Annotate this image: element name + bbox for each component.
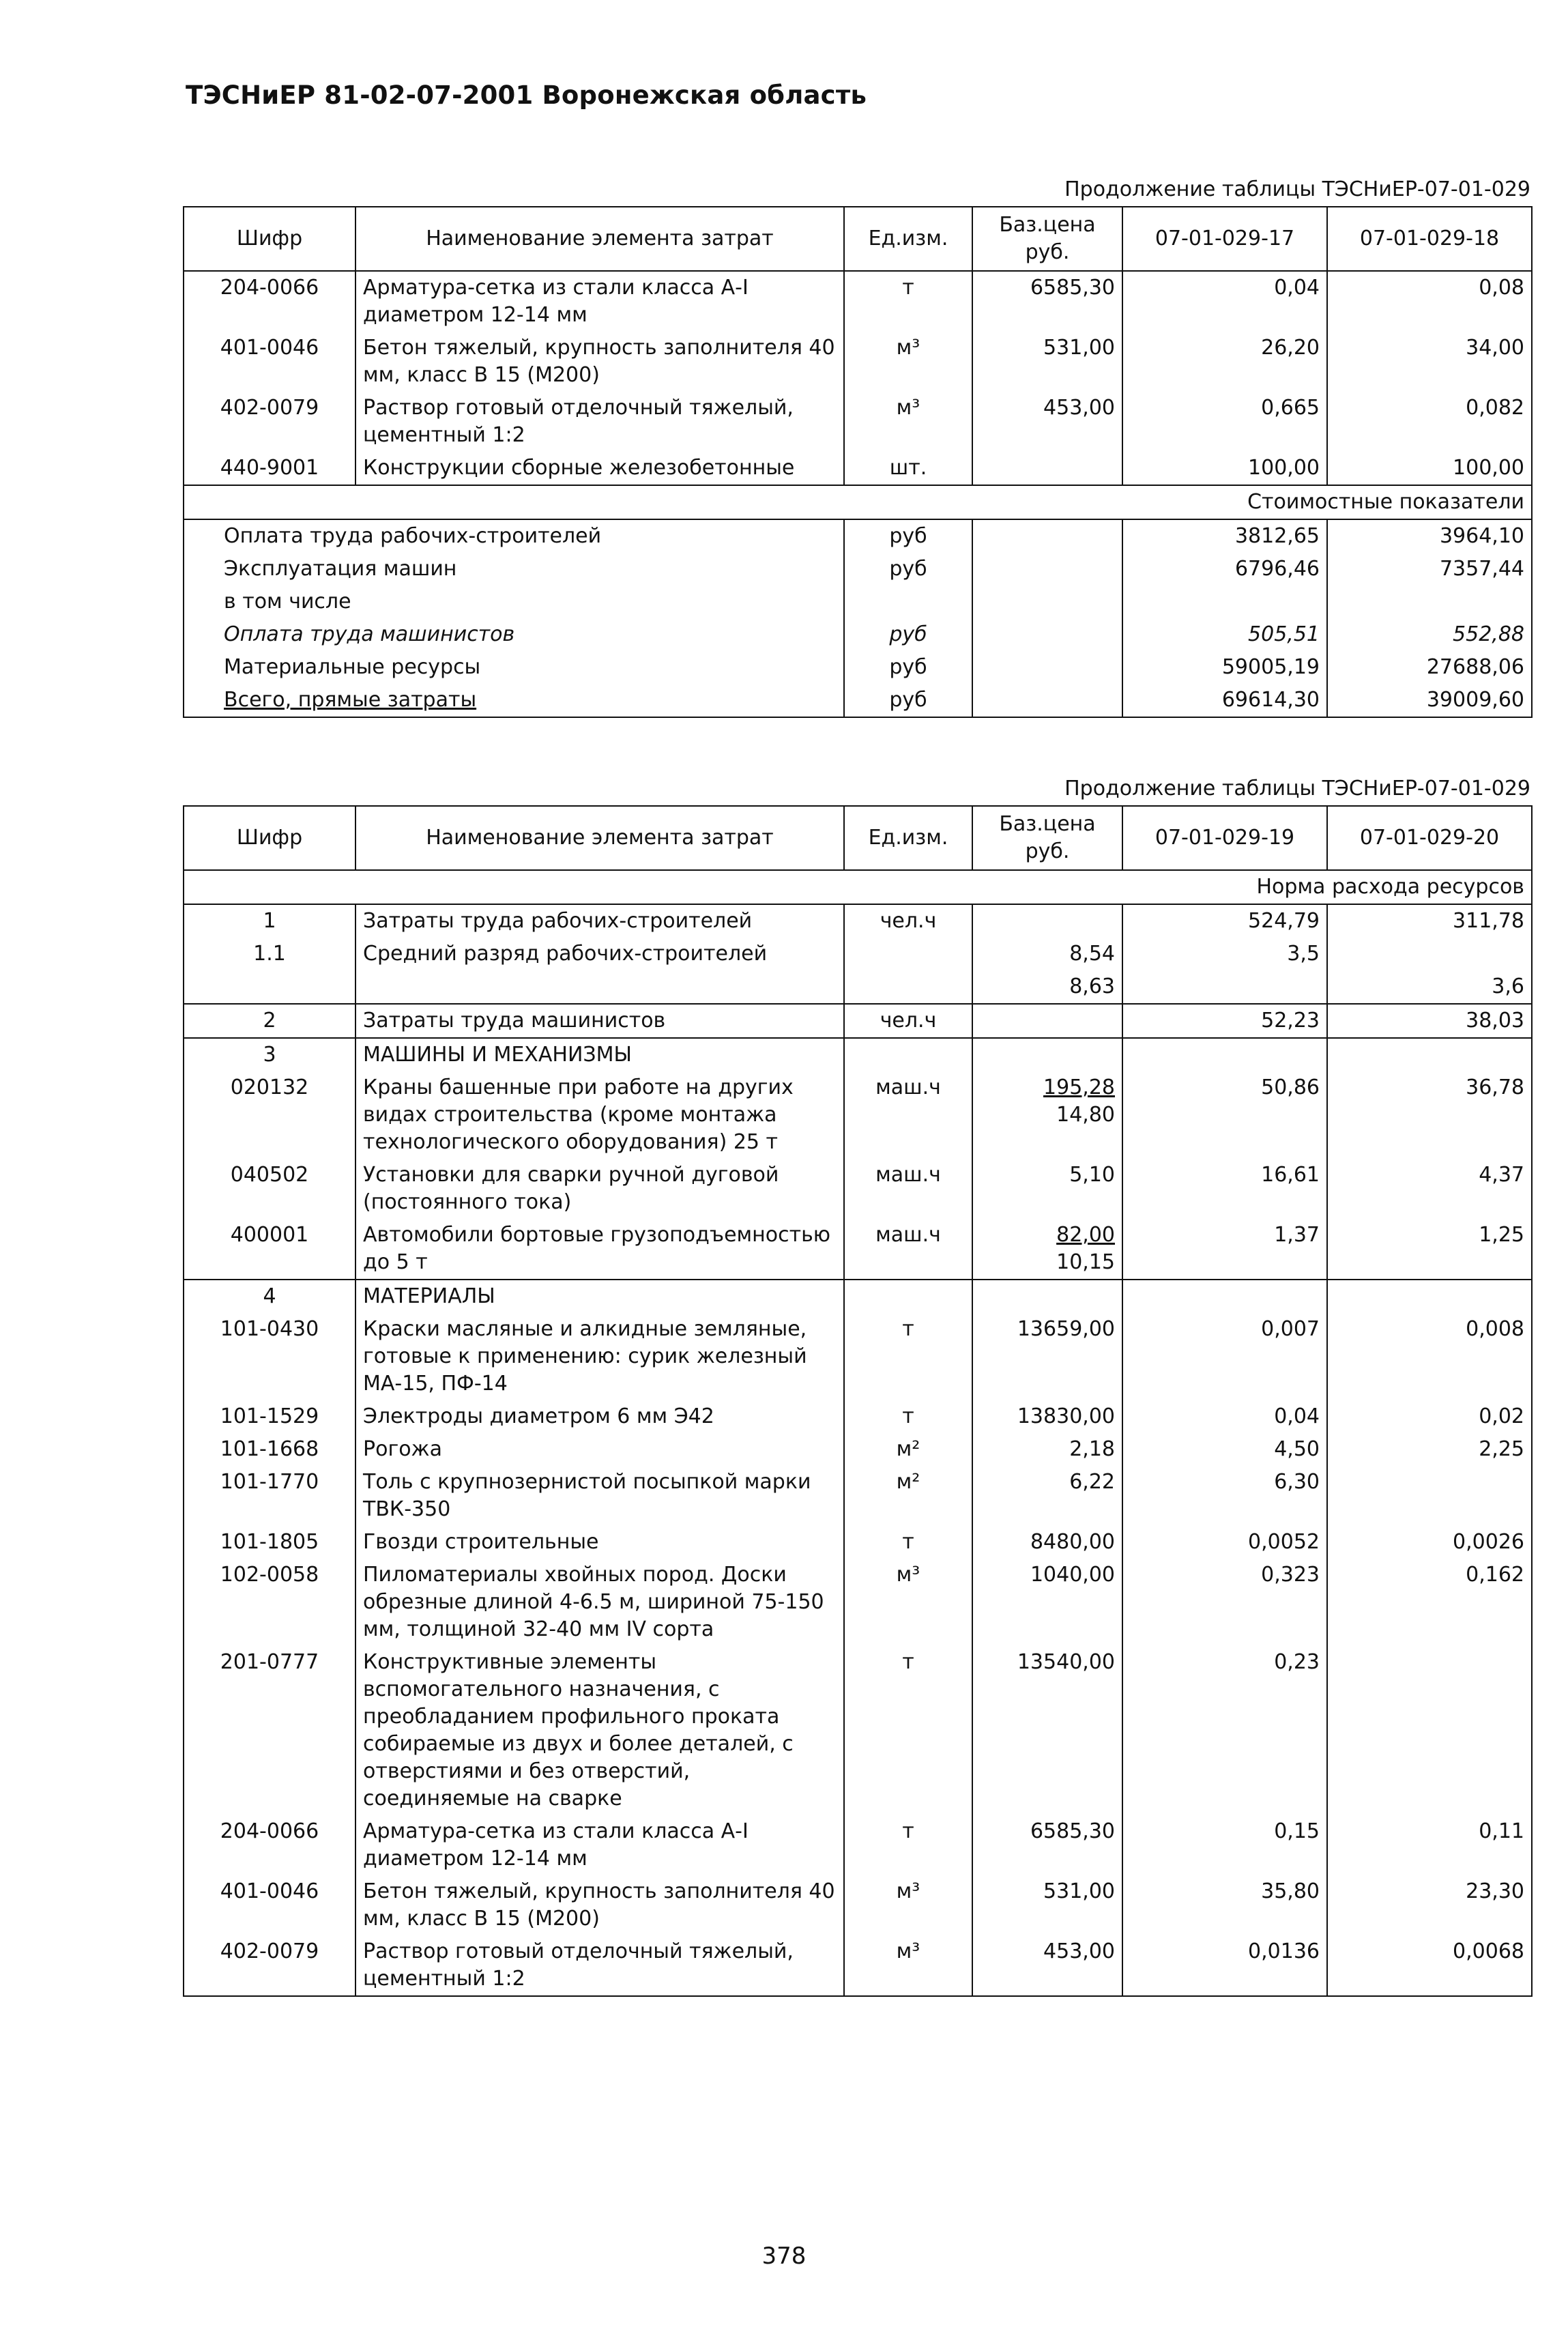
row-unit: чел.ч bbox=[844, 904, 972, 938]
row-value-2: 100,00 bbox=[1327, 452, 1532, 485]
row-value-2: 23,30 bbox=[1327, 1875, 1532, 1935]
summary-value-1: 69614,30 bbox=[1122, 684, 1327, 717]
row-price-primary: 82,00 bbox=[1056, 1223, 1115, 1247]
row-name: Затраты труда рабочих-строителей bbox=[355, 904, 844, 938]
row-value-1: 0,665 bbox=[1122, 392, 1327, 452]
summary-value-2: 27688,06 bbox=[1327, 651, 1532, 684]
row-value-2: 1,25 bbox=[1327, 1219, 1532, 1280]
row-price-primary: 13540,00 bbox=[1017, 1650, 1115, 1674]
table-row bbox=[184, 1559, 1532, 1646]
row-value-2: 2,25 bbox=[1327, 1433, 1532, 1466]
row-price-primary: 531,00 bbox=[1043, 1879, 1115, 1903]
row-unit: м³ bbox=[844, 1935, 972, 1996]
col-v2-header: 07-01-029-20 bbox=[1327, 806, 1532, 870]
row-name: Конструкции сборные железобетонные bbox=[355, 452, 844, 485]
row-price bbox=[972, 1004, 1122, 1038]
row-unit: т bbox=[844, 1815, 972, 1875]
row-value-1: 4,50 bbox=[1122, 1433, 1327, 1466]
row-value-2: 0,02 bbox=[1327, 1400, 1532, 1433]
row-value-2: 34,00 bbox=[1327, 332, 1532, 392]
row-price: 531,00 bbox=[972, 332, 1122, 392]
row-value-2: 0,0026 bbox=[1327, 1526, 1532, 1559]
table-row bbox=[184, 970, 1532, 1004]
row-price-primary: 6,22 bbox=[1069, 1470, 1115, 1494]
page-title: ТЭСНиЕР 81-02-07-2001 Воронежская область bbox=[186, 81, 867, 110]
row-name: Бетон тяжелый, крупность заполнителя 40 мм, класс В 15 (М200) bbox=[355, 1875, 844, 1935]
summary-value-1: 3812,65 bbox=[1122, 519, 1327, 553]
summary-price bbox=[972, 553, 1122, 586]
row-unit bbox=[844, 970, 972, 1004]
col-code-header: Шифр bbox=[184, 207, 355, 271]
row-value-2: 36,78 bbox=[1327, 1071, 1532, 1159]
row-value-1: 0,0136 bbox=[1122, 1935, 1327, 1996]
row-value-2: 4,37 bbox=[1327, 1159, 1532, 1219]
table-row bbox=[184, 332, 1532, 392]
summary-price bbox=[972, 684, 1122, 717]
row-price-primary: 6585,30 bbox=[1030, 1819, 1115, 1843]
table2 bbox=[183, 805, 1533, 1997]
summary-unit: руб bbox=[844, 618, 972, 651]
summary-row bbox=[184, 651, 1532, 684]
table-row bbox=[184, 452, 1532, 485]
row-price bbox=[972, 904, 1122, 938]
row-unit: м³ bbox=[844, 332, 972, 392]
row-value-1 bbox=[1122, 1280, 1327, 1313]
col-v2-header: 07-01-029-18 bbox=[1327, 207, 1532, 271]
page-number: 378 bbox=[761, 2242, 807, 2270]
row-price: 453,00 bbox=[972, 392, 1122, 452]
col-name-header: Наименование элемента затрат bbox=[355, 207, 844, 271]
summary-row bbox=[184, 586, 1532, 618]
row-price bbox=[972, 1875, 1122, 1935]
row-value-1: 6,30 bbox=[1122, 1466, 1327, 1526]
table-row bbox=[184, 1004, 1532, 1038]
row-price-primary: 13659,00 bbox=[1017, 1317, 1115, 1341]
row-name: Конструктивные элементы вспомогательного назначения, с преобладанием профильного проката собираемые из двух и более деталей, с отверстиями и без отверстий, соединяемые на сварке bbox=[355, 1646, 844, 1815]
summary-name: Оплата труда рабочих-строителей bbox=[184, 519, 844, 553]
row-value-1: 1,37 bbox=[1122, 1219, 1327, 1280]
row-code: 204-0066 bbox=[184, 1815, 355, 1875]
table2-header-row bbox=[184, 806, 1532, 870]
row-price bbox=[972, 1526, 1122, 1559]
row-price bbox=[972, 938, 1122, 970]
row-value-2: 0,08 bbox=[1327, 271, 1532, 332]
col-code-header: Шифр bbox=[184, 806, 355, 870]
row-price bbox=[972, 1038, 1122, 1071]
summary-row bbox=[184, 618, 1532, 651]
row-price-primary: 1040,00 bbox=[1030, 1563, 1115, 1587]
summary-value-2: 7357,44 bbox=[1327, 553, 1532, 586]
row-value-1: 0,04 bbox=[1122, 271, 1327, 332]
table-row bbox=[184, 1466, 1532, 1526]
row-name: Арматура-сетка из стали класса А-I диаметром 12-14 мм bbox=[355, 1815, 844, 1875]
row-price bbox=[972, 1815, 1122, 1875]
table-row bbox=[184, 271, 1532, 332]
row-name: Бетон тяжелый, крупность заполнителя 40 мм, класс В 15 (М200) bbox=[355, 332, 844, 392]
table-row bbox=[184, 938, 1532, 970]
table-row bbox=[184, 904, 1532, 938]
summary-row bbox=[184, 553, 1532, 586]
row-unit: м² bbox=[844, 1466, 972, 1526]
summary-name: в том числе bbox=[184, 586, 844, 618]
row-unit: м³ bbox=[844, 1875, 972, 1935]
summary-name: Всего, прямые затраты bbox=[184, 684, 844, 717]
row-unit: шт. bbox=[844, 452, 972, 485]
row-price-secondary: 10,15 bbox=[1056, 1250, 1115, 1274]
row-code: 101-1529 bbox=[184, 1400, 355, 1433]
section-header-row bbox=[184, 485, 1532, 519]
table-row bbox=[184, 1646, 1532, 1815]
row-price bbox=[972, 1466, 1122, 1526]
row-name: Установки для сварки ручной дуговой (постоянного тока) bbox=[355, 1159, 844, 1219]
row-name: Затраты труда машинистов bbox=[355, 1004, 844, 1038]
summary-value-2 bbox=[1327, 586, 1532, 618]
row-unit: м³ bbox=[844, 1559, 972, 1646]
row-value-2: 3,6 bbox=[1327, 970, 1532, 1004]
row-name: МАТЕРИАЛЫ bbox=[355, 1280, 844, 1313]
row-name: МАШИНЫ И МЕХАНИЗМЫ bbox=[355, 1038, 844, 1071]
col-price-header: Баз.цена руб. bbox=[972, 207, 1122, 271]
table-row bbox=[184, 1219, 1532, 1280]
summary-value-2: 39009,60 bbox=[1327, 684, 1532, 717]
row-name: Средний разряд рабочих-строителей bbox=[355, 938, 844, 970]
row-code: 101-0430 bbox=[184, 1313, 355, 1400]
row-name bbox=[355, 970, 844, 1004]
row-unit: т bbox=[844, 1400, 972, 1433]
row-price bbox=[972, 1433, 1122, 1466]
row-unit: т bbox=[844, 1526, 972, 1559]
row-price bbox=[972, 1935, 1122, 1996]
row-price-primary: 8,63 bbox=[1069, 975, 1115, 998]
row-price bbox=[972, 1313, 1122, 1400]
summary-name: Эксплуатация машин bbox=[184, 553, 844, 586]
row-code: 040502 bbox=[184, 1159, 355, 1219]
col-unit-header: Ед.изм. bbox=[844, 806, 972, 870]
row-price bbox=[972, 1219, 1122, 1280]
row-code: 020132 bbox=[184, 1071, 355, 1159]
row-name: Раствор готовый отделочный тяжелый, цементный 1:2 bbox=[355, 1935, 844, 1996]
row-value-2: 0,0068 bbox=[1327, 1935, 1532, 1996]
row-value-1: 0,323 bbox=[1122, 1559, 1327, 1646]
table2-continuation-label: Продолжение таблицы ТЭСНиЕР-07-01-029 bbox=[1064, 777, 1530, 800]
summary-value-2: 552,88 bbox=[1327, 618, 1532, 651]
row-value-1: 26,20 bbox=[1122, 332, 1327, 392]
summary-price bbox=[972, 618, 1122, 651]
table1-continuation-label: Продолжение таблицы ТЭСНиЕР-07-01-029 bbox=[1064, 177, 1530, 201]
summary-name: Материальные ресурсы bbox=[184, 651, 844, 684]
row-unit: м³ bbox=[844, 392, 972, 452]
table-row bbox=[184, 1313, 1532, 1400]
row-value-2 bbox=[1327, 1646, 1532, 1815]
table1-header-row bbox=[184, 207, 1532, 271]
row-unit: м² bbox=[844, 1433, 972, 1466]
col-v1-header: 07-01-029-17 bbox=[1122, 207, 1327, 271]
row-value-2: 0,162 bbox=[1327, 1559, 1532, 1646]
row-value-1 bbox=[1122, 1038, 1327, 1071]
row-value-2: 0,082 bbox=[1327, 392, 1532, 452]
row-unit: маш.ч bbox=[844, 1219, 972, 1280]
row-price bbox=[972, 1646, 1122, 1815]
col-v1-header: 07-01-029-19 bbox=[1122, 806, 1327, 870]
row-price bbox=[972, 1071, 1122, 1159]
row-code: 102-0058 bbox=[184, 1559, 355, 1646]
row-code: 402-0079 bbox=[184, 392, 355, 452]
row-name: Гвозди строительные bbox=[355, 1526, 844, 1559]
row-value-1: 3,5 bbox=[1122, 938, 1327, 970]
row-code: 201-0777 bbox=[184, 1646, 355, 1815]
row-value-2 bbox=[1327, 1038, 1532, 1071]
row-code: 2 bbox=[184, 1004, 355, 1038]
row-name: Пиломатериалы хвойных пород. Доски обрезные длиной 4-6.5 м, шириной 75-150 мм, толщиной 32-40 мм IV сорта bbox=[355, 1559, 844, 1646]
row-value-2: 38,03 bbox=[1327, 1004, 1532, 1038]
row-price bbox=[972, 1400, 1122, 1433]
section-label: Стоимостные показатели bbox=[184, 485, 1532, 519]
table-row bbox=[184, 1526, 1532, 1559]
row-code: 101-1668 bbox=[184, 1433, 355, 1466]
section-label: Норма расхода ресурсов bbox=[184, 870, 1532, 904]
row-code: 4 bbox=[184, 1280, 355, 1313]
row-name: Арматура-сетка из стали класса А-I диаметром 12-14 мм bbox=[355, 271, 844, 332]
row-code: 400001 bbox=[184, 1219, 355, 1280]
row-price bbox=[972, 1159, 1122, 1219]
row-price bbox=[972, 1559, 1122, 1646]
row-unit: т bbox=[844, 271, 972, 332]
row-value-1: 50,86 bbox=[1122, 1071, 1327, 1159]
row-price: 6585,30 bbox=[972, 271, 1122, 332]
row-code: 440-9001 bbox=[184, 452, 355, 485]
row-code: 402-0079 bbox=[184, 1935, 355, 1996]
row-unit bbox=[844, 1280, 972, 1313]
row-unit: т bbox=[844, 1646, 972, 1815]
row-code: 204-0066 bbox=[184, 271, 355, 332]
summary-value-1 bbox=[1122, 586, 1327, 618]
row-value-1: 524,79 bbox=[1122, 904, 1327, 938]
row-value-2 bbox=[1327, 1280, 1532, 1313]
row-value-2 bbox=[1327, 1466, 1532, 1526]
row-name: Толь с крупнозернистой посыпкой марки ТВК-350 bbox=[355, 1466, 844, 1526]
table-row bbox=[184, 1280, 1532, 1313]
row-name: Автомобили бортовые грузоподъемностью до 5 т bbox=[355, 1219, 844, 1280]
table-row bbox=[184, 1071, 1532, 1159]
col-price-header: Баз.цена руб. bbox=[972, 806, 1122, 870]
row-value-2: 0,008 bbox=[1327, 1313, 1532, 1400]
row-price-primary: 13830,00 bbox=[1017, 1404, 1115, 1428]
summary-unit bbox=[844, 586, 972, 618]
row-price-primary: 195,28 bbox=[1043, 1076, 1115, 1099]
section-header-row bbox=[184, 870, 1532, 904]
table-row bbox=[184, 1159, 1532, 1219]
summary-name: Оплата труда машинистов bbox=[184, 618, 844, 651]
row-unit: маш.ч bbox=[844, 1159, 972, 1219]
summary-value-1: 505,51 bbox=[1122, 618, 1327, 651]
row-value-1: 100,00 bbox=[1122, 452, 1327, 485]
row-name: Электроды диаметром 6 мм Э42 bbox=[355, 1400, 844, 1433]
row-price bbox=[972, 452, 1122, 485]
summary-row bbox=[184, 519, 1532, 553]
summary-value-1: 6796,46 bbox=[1122, 553, 1327, 586]
row-value-1: 0,15 bbox=[1122, 1815, 1327, 1875]
summary-price bbox=[972, 586, 1122, 618]
row-value-2 bbox=[1327, 938, 1532, 970]
row-value-1: 52,23 bbox=[1122, 1004, 1327, 1038]
table-row bbox=[184, 1815, 1532, 1875]
row-price-primary: 453,00 bbox=[1043, 1939, 1115, 1963]
row-value-1: 0,0052 bbox=[1122, 1526, 1327, 1559]
row-code bbox=[184, 970, 355, 1004]
summary-unit: руб bbox=[844, 684, 972, 717]
col-unit-header: Ед.изм. bbox=[844, 207, 972, 271]
row-value-1: 0,23 bbox=[1122, 1646, 1327, 1815]
row-value-2: 311,78 bbox=[1327, 904, 1532, 938]
row-value-1: 0,04 bbox=[1122, 1400, 1327, 1433]
row-price-primary: 8480,00 bbox=[1030, 1530, 1115, 1554]
row-value-1: 16,61 bbox=[1122, 1159, 1327, 1219]
summary-price bbox=[972, 651, 1122, 684]
table-row bbox=[184, 1038, 1532, 1071]
table-row bbox=[184, 1935, 1532, 1996]
summary-row bbox=[184, 684, 1532, 717]
table-row bbox=[184, 1433, 1532, 1466]
row-value-1: 35,80 bbox=[1122, 1875, 1327, 1935]
row-unit bbox=[844, 1038, 972, 1071]
row-name: Рогожа bbox=[355, 1433, 844, 1466]
row-code: 1 bbox=[184, 904, 355, 938]
row-code: 401-0046 bbox=[184, 332, 355, 392]
summary-unit: руб bbox=[844, 519, 972, 553]
row-price-primary: 8,54 bbox=[1069, 942, 1115, 966]
table-row bbox=[184, 1875, 1532, 1935]
row-price-primary: 2,18 bbox=[1069, 1437, 1115, 1461]
summary-unit: руб bbox=[844, 553, 972, 586]
row-unit: чел.ч bbox=[844, 1004, 972, 1038]
row-code: 101-1770 bbox=[184, 1466, 355, 1526]
row-value-1 bbox=[1122, 970, 1327, 1004]
summary-unit: руб bbox=[844, 651, 972, 684]
row-price bbox=[972, 970, 1122, 1004]
col-name-header: Наименование элемента затрат bbox=[355, 806, 844, 870]
row-unit: т bbox=[844, 1313, 972, 1400]
row-code: 3 bbox=[184, 1038, 355, 1071]
row-price-secondary: 14,80 bbox=[1056, 1103, 1115, 1127]
row-value-2: 0,11 bbox=[1327, 1815, 1532, 1875]
row-name: Краски масляные и алкидные земляные, готовые к применению: сурик железный МА-15, ПФ-14 bbox=[355, 1313, 844, 1400]
row-price bbox=[972, 1280, 1122, 1313]
table1 bbox=[183, 206, 1533, 718]
summary-price bbox=[972, 519, 1122, 553]
summary-value-1: 59005,19 bbox=[1122, 651, 1327, 684]
row-name: Краны башенные при работе на других видах строительства (кроме монтажа технологического оборудования) 25 т bbox=[355, 1071, 844, 1159]
row-price-primary: 5,10 bbox=[1069, 1163, 1115, 1187]
row-value-1: 0,007 bbox=[1122, 1313, 1327, 1400]
table-row bbox=[184, 392, 1532, 452]
row-unit bbox=[844, 938, 972, 970]
summary-value-2: 3964,10 bbox=[1327, 519, 1532, 553]
row-code: 101-1805 bbox=[184, 1526, 355, 1559]
row-code: 401-0046 bbox=[184, 1875, 355, 1935]
table-row bbox=[184, 1400, 1532, 1433]
row-name: Раствор готовый отделочный тяжелый, цементный 1:2 bbox=[355, 392, 844, 452]
row-code: 1.1 bbox=[184, 938, 355, 970]
row-unit: маш.ч bbox=[844, 1071, 972, 1159]
